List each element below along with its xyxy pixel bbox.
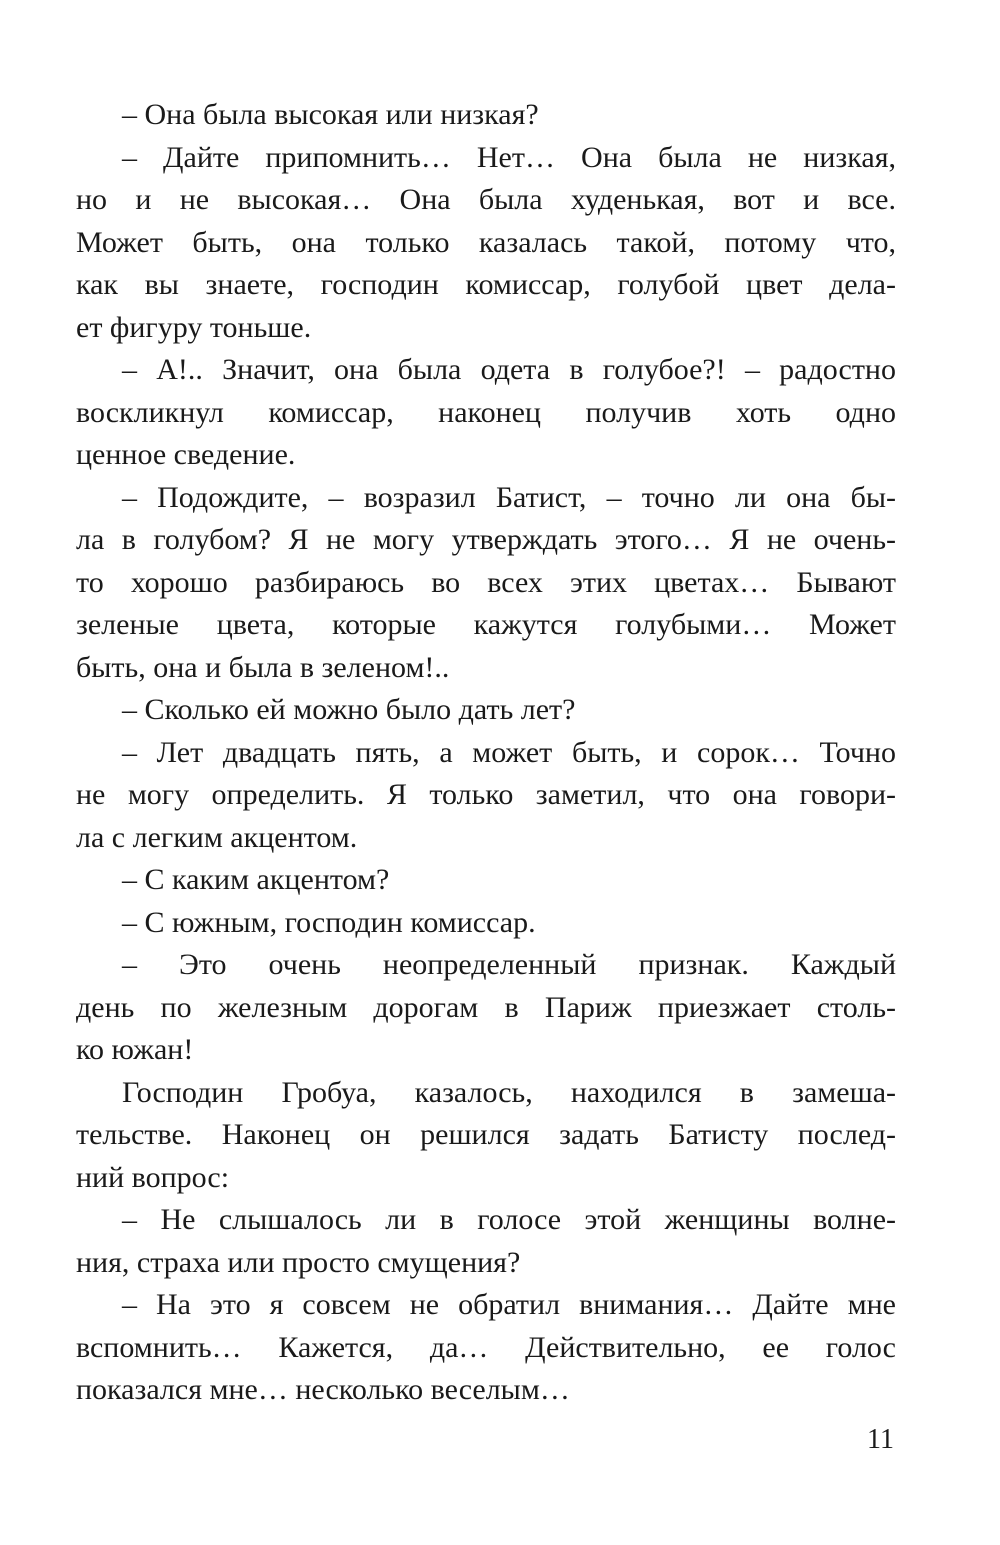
text-line: ко южан! xyxy=(76,1033,194,1066)
text-line: – Это очень неопределенный признак. Каждый xyxy=(122,948,896,981)
text-line: не могу определить. Я только заметил, что она говори- xyxy=(76,778,896,811)
text-line: как вы знаете, господин комиссар, голубой цвет дела- xyxy=(76,268,896,301)
text-line: – Подождите, – возразил Батист, – точно ли она бы- xyxy=(122,480,896,514)
text-line: вспомнить… Кажется, да… Действительно, ее голос xyxy=(76,1330,896,1364)
text-line: ла с легким акцентом. xyxy=(76,820,358,854)
text-line: – Не слышалось ли в голосе этой женщины волне- xyxy=(122,1203,896,1236)
text-line: ний вопрос: xyxy=(76,1160,230,1194)
text-line: зеленые цвета, которые кажутся голубыми… Может xyxy=(76,608,896,641)
text-line: Может быть, она только казалась такой, потому что, xyxy=(76,225,896,259)
text-line: ценное сведение. xyxy=(76,438,296,471)
text-line: – Она была высокая или низкая? xyxy=(122,98,539,131)
text-line: но и не высокая… Она была худенькая, вот и все. xyxy=(76,183,896,216)
page-number: 11 xyxy=(867,1424,894,1455)
text-line: то хорошо разбираюсь во всех этих цветах… Бывают xyxy=(76,565,896,599)
text-line: – С южным, господин комиссар. xyxy=(122,905,536,939)
text-line: ла в голубом? Я не могу утверждать этого… Я не очень- xyxy=(76,523,896,556)
text-line: показался мне… несколько веселым… xyxy=(76,1373,570,1406)
text-line: – Сколько ей можно было дать лет? xyxy=(122,693,576,726)
text-line: тельстве. Наконец он решился задать Батисту послед- xyxy=(76,1118,896,1151)
text-line: ет фигуру тоньше. xyxy=(76,310,312,344)
text-line: – С каким акцентом? xyxy=(122,863,390,896)
page-text-block xyxy=(76,94,896,1412)
text-line: воскликнул комиссар, наконец получив хоть одно xyxy=(76,395,896,429)
text-line: день по железным дорогам в Париж приезжает столь- xyxy=(76,990,896,1024)
text-line: ния, страха или просто смущения? xyxy=(76,1245,521,1279)
text-line: – Дайте припомнить… Нет… Она была не низкая, xyxy=(122,140,896,174)
text-line: – Лет двадцать пять, а может быть, и сорок… Точно xyxy=(122,735,896,769)
text-line: Господин Гробуа, казалось, находился в замеша- xyxy=(122,1075,896,1109)
text-line: – На это я совсем не обратил внимания… Дайте мне xyxy=(122,1288,896,1321)
text-line: быть, она и была в зеленом!.. xyxy=(76,650,450,684)
text-line: – А!.. Значит, она была одета в голубое?! – радостно xyxy=(122,353,896,386)
